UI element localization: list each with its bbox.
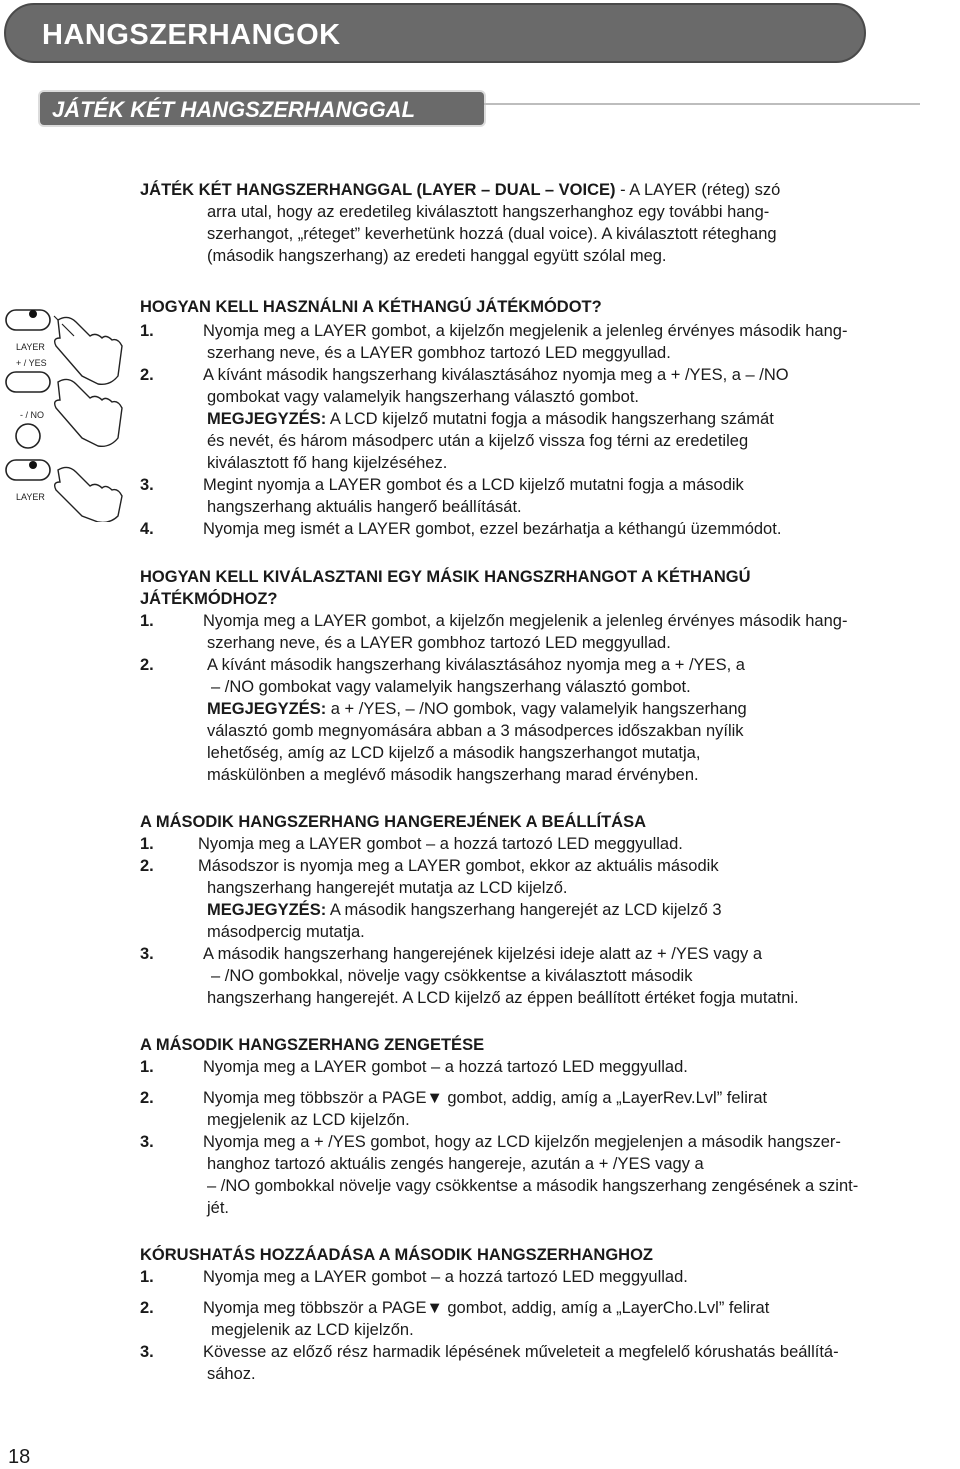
step-text: – /NO gombokat vagy valamelyik hangszerhang választó gombot. [211,678,691,696]
section-header-bar [4,3,866,63]
step-text: Nyomja meg a LAYER gombot, a kijelzőn megjelenik a jelenleg érvényes második hang- [203,322,848,340]
step-text: máskülönben a meglévő második hangszerhang marad érvényben. [207,766,699,784]
step-text: hangszerhang hangerejét mutatja az LCD kijelző. [207,879,568,897]
intro-line: (második hangszerhang) az eredeti hanggal együtt szólal meg. [207,247,667,265]
subsection-title: JÁTÉK KÉT HANGSZERHANGGAL [52,97,416,122]
step-text: jét. [207,1199,230,1217]
button-illustration [2,302,132,522]
step-text: megjelenik az LCD kijelzőn. [211,1321,414,1339]
step-text: kiválasztott fő hang kijelzéséhez. [207,454,448,472]
step-text: másodpercig mutatja. [207,923,365,941]
intro-line: szerhangot, „réteget” keverhetünk hozzá (dual voice). A kiválasztott réteghang [207,225,777,243]
button-icon [16,424,40,448]
step-number: 2. [140,1299,154,1317]
step-text: Nyomja meg többször a PAGE▼ gombot, addig, amíg a „LayerRev.Lvl” felirat [203,1089,768,1107]
section-heading: HOGYAN KELL HASZNÁLNI A KÉTHANGÚ JÁTÉKMÓDOT? [140,298,602,316]
step-text: Nyomja meg a LAYER gombot – a hozzá tartozó LED meggyullad. [203,1268,688,1286]
note-line [207,899,722,921]
page-title: HANGSZERHANGOK [42,19,341,51]
intro-lead: JÁTÉK KÉT HANGSZERHANGGAL (LAYER – DUAL – VOICE) [140,181,616,199]
step-text: gombokat vagy valamelyik hangszerhang választó gombot. [207,388,639,406]
step-text: választó gomb megnyomására abban a 3 másodperces időszakban nyílik [207,722,744,740]
step-text: Másodszor is nyomja meg a LAYER gombot, ekkor az aktuális második [198,857,719,875]
header-rule [484,103,920,105]
step-number: 1. [140,612,154,630]
step-number: 2. [140,1089,154,1107]
section-heading: A MÁSODIK HANGSZERHANG HANGEREJÉNEK A BEÁLLÍTÁSA [140,813,647,831]
section-heading: JÁTÉKMÓDHOZ? [140,590,278,608]
step-number: 3. [140,476,154,494]
note-text: a + /YES, – /NO gombok, vagy valamelyik hangszerhang [326,700,747,718]
step-text: megjelenik az LCD kijelzőn. [207,1111,410,1129]
step-text: Nyomja meg a LAYER gombot, a kijelzőn megjelenik a jelenleg érvényes második hang- [203,612,848,630]
step-text: hanghoz tartozó aktuális zengés hangereje, azután a + /YES vagy a [207,1155,704,1173]
step-number: 4. [140,520,154,538]
step-text: Nyomja meg többször a PAGE▼ gombot, addig, amíg a „LayerCho.Lvl” felirat [203,1299,770,1317]
step-text: és nevét, és három másodperc után a kijelző vissza fog térni az eredetileg [207,432,749,450]
note-text: A LCD kijelző mutatni fogja a második hangszerhang számát [326,410,774,428]
intro-text: - A LAYER (réteg) szó [615,181,781,199]
illus-label: + / YES [16,358,47,368]
note-label: MEGJEGYZÉS: [207,410,327,428]
step-number: 1. [140,835,154,853]
note-label: MEGJEGYZÉS: [207,901,327,919]
step-text: sához. [207,1365,256,1383]
note-line [207,698,747,720]
step-text: szerhang neve, és a LAYER gombhoz tartozó LED meggyullad. [207,634,671,652]
step-text: Kövesse az előző rész harmadik lépésének műveleteit a megfelelő kórushatás beállítá- [203,1343,839,1361]
step-text: szerhang neve, és a LAYER gombhoz tartozó LED meggyullad. [207,344,671,362]
section-heading: HOGYAN KELL KIVÁLASZTANI EGY MÁSIK HANGSZRHANGOT A KÉTHANGÚ [140,568,751,586]
step-number: 2. [140,656,154,674]
step-number: 3. [140,1343,154,1361]
step-text: Nyomja meg a LAYER gombot – a hozzá tartozó LED meggyullad. [203,1058,688,1076]
illus-label: LAYER [16,342,45,352]
step-text: A kívánt második hangszerhang kiválasztásához nyomja meg a + /YES, a – /NO [203,366,789,384]
intro-line [140,179,780,201]
step-text: Nyomja meg ismét a LAYER gombot, ezzel bezárhatja a kéthangú üzemmódot. [203,520,782,538]
step-text: hangszerhang hangerejét. A LCD kijelző az éppen beállított értéket fogja mutatni. [207,989,799,1007]
illus-label: LAYER [16,492,45,502]
page-number: 18 [8,1446,31,1468]
step-number: 2. [140,857,154,875]
step-text: A kívánt második hangszerhang kiválasztásához nyomja meg a + /YES, a [207,656,745,674]
step-number: 1. [140,322,154,340]
section-heading: KÓRUSHATÁS HOZZÁADÁSA A MÁSODIK HANGSZERHANGHOZ [140,1246,654,1264]
step-number: 3. [140,1133,154,1151]
step-text: – /NO gombokkal növelje vagy csökkentse a második hangszerhang zengésének a szint- [207,1177,859,1195]
note-text: A második hangszerhang hangerejét az LCD kijelző 3 [326,901,722,919]
step-number: 3. [140,945,154,963]
intro-line: arra utal, hogy az eredetileg kiválasztott hangszerhanghoz egy további hang- [207,203,770,221]
note-label: MEGJEGYZÉS: [207,700,327,718]
note-line [207,408,774,430]
section-heading: A MÁSODIK HANGSZERHANG ZENGETÉSE [140,1036,485,1054]
step-number: 2. [140,366,154,384]
illus-label: - / NO [20,410,44,420]
step-text: Nyomja meg a + /YES gombot, hogy az LCD kijelzőn megjelenjen a második hangszer- [203,1133,841,1151]
step-text: hangszerhang aktuális hangerő beállítását. [207,498,522,516]
step-text: lehetőség, amíg az LCD kijelző a második hangszerhangot mutatja, [207,744,701,762]
step-text: Megint nyomja a LAYER gombot és a LCD kijelző mutatni fogja a második [203,476,744,494]
step-number: 1. [140,1058,154,1076]
step-text: – /NO gombokkal, növelje vagy csökkentse a kiválasztott második [211,967,693,985]
step-number: 1. [140,1268,154,1286]
hand-press-icon [6,460,122,522]
step-text: A második hangszerhang hangerejének kijelzési ideje alatt az + /YES vagy a [203,945,763,963]
step-text: Nyomja meg a LAYER gombot – a hozzá tartozó LED meggyullad. [198,835,683,853]
subsection-header-bar [40,92,484,125]
